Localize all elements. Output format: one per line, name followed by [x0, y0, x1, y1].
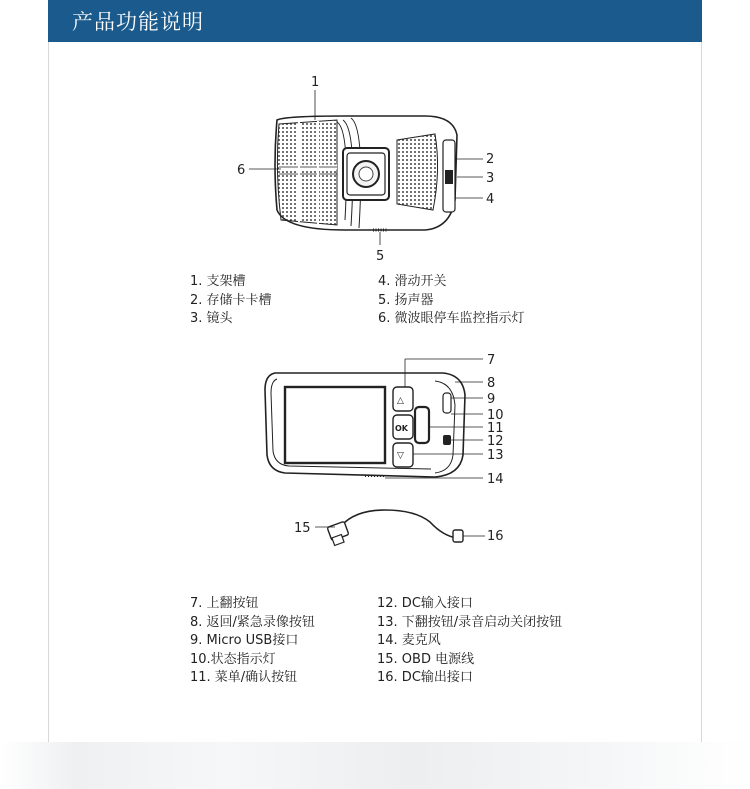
callout-15: 15	[294, 521, 311, 536]
obd-cable	[341, 510, 457, 538]
ok-button-glyph: OK	[395, 424, 408, 433]
left-grill	[277, 120, 337, 225]
legend-item: 3. 镜头	[190, 311, 233, 326]
right-grill	[397, 134, 438, 210]
legend-item: 16. DC输出接口	[377, 670, 473, 685]
back-button	[415, 407, 429, 443]
bottom-band	[0, 742, 750, 789]
callout-3: 3	[486, 171, 495, 186]
legend-front-left	[190, 273, 272, 329]
callout-14: 14	[487, 472, 504, 487]
legend-item: 11. 菜单/确认按钮	[190, 670, 298, 685]
callout-1: 1	[311, 75, 320, 90]
legend-item: 14. 麦克风	[377, 633, 441, 648]
legend-back-left	[190, 595, 315, 688]
legend-item: 13. 下翻按钮/录音启动关闭按钮	[377, 614, 563, 630]
callout-5: 5	[376, 249, 385, 264]
legend-item: 15. OBD 电源线	[377, 651, 475, 667]
down-button-glyph: ▽	[397, 451, 404, 461]
callout-8: 8	[487, 376, 496, 391]
legend-item: 7. 上翻按钮	[190, 596, 259, 611]
callout-16: 16	[487, 529, 504, 544]
cable-diagram	[285, 500, 515, 560]
up-button-glyph: △	[397, 396, 404, 406]
callout-4: 4	[486, 192, 495, 207]
legend-item: 2. 存储卡卡槽	[190, 292, 272, 308]
dc-plug	[453, 530, 463, 542]
legend-item: 8. 返回/紧急录像按钮	[190, 614, 315, 630]
callout-2: 2	[486, 152, 495, 167]
legend-item: 4. 滑动开关	[378, 274, 447, 289]
screen	[285, 387, 385, 463]
legend-front-right	[378, 273, 525, 329]
legend-item: 12. DC输入接口	[377, 596, 473, 611]
callout-13: 13	[487, 448, 504, 463]
page-title: 产品功能说明	[72, 10, 204, 34]
legend-item: 10.状态指示灯	[190, 651, 276, 667]
legend-item: 9. Micro USB接口	[190, 633, 299, 648]
callout-9: 9	[487, 392, 496, 407]
callout-11: 11	[487, 421, 504, 436]
callout-6: 6	[237, 163, 246, 178]
back-view-diagram	[255, 345, 515, 495]
front-view-diagram	[225, 70, 505, 270]
legend-back-right	[377, 595, 562, 688]
callout-12: 12	[487, 434, 504, 449]
callout-10: 10	[487, 408, 504, 423]
legend-item: 5. 扬声器	[378, 292, 434, 308]
legend-item: 1. 支架槽	[190, 274, 246, 289]
legend-item: 6. 微波眼停车监控指示灯	[378, 311, 525, 326]
callout-7: 7	[487, 353, 496, 368]
